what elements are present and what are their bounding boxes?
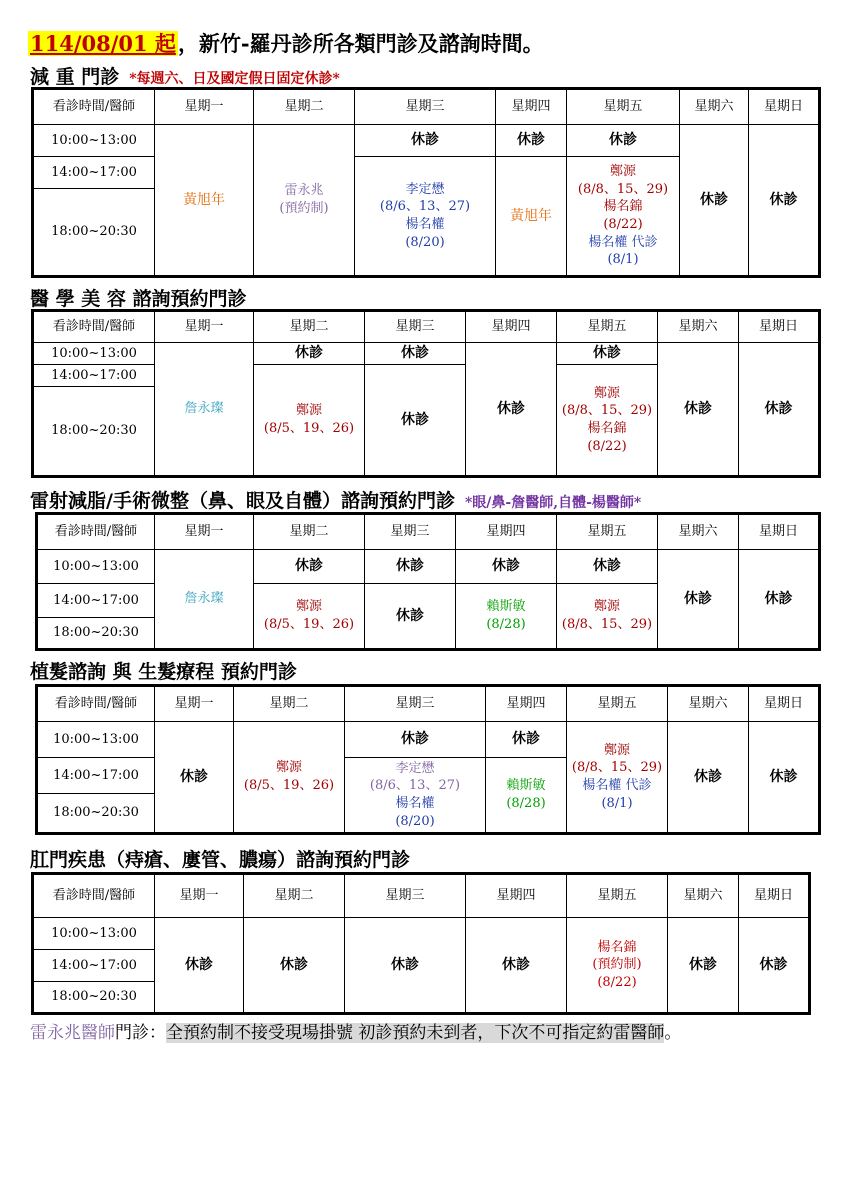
closed-cell: 休診: [496, 125, 567, 157]
header-sat: 星期六: [658, 514, 739, 550]
sun-closed: 休診: [739, 918, 810, 1014]
header-thu: 星期四: [466, 874, 567, 918]
footer-note: [30, 1018, 681, 1043]
section-aesthetics-title: 醫 學 美 容 諮詢預約門診: [30, 288, 247, 310]
time-slot: 10:00~13:00: [37, 550, 155, 584]
footer-policy: 全預約制不接受現場掛號 初診預約未到者，下次不可指定約雷醫師: [166, 1023, 665, 1043]
time-slot: 18:00~20:30: [33, 387, 155, 477]
header-thu: 星期四: [496, 89, 567, 125]
time-slot: 14:00~17:00: [33, 157, 155, 189]
sat-closed: 休診: [668, 918, 739, 1014]
header-mon: 星期一: [155, 89, 254, 125]
effective-date: 114/08/01 起: [30, 31, 176, 56]
closed-cell: 休診: [355, 125, 496, 157]
header-sun: 星期日: [749, 89, 820, 125]
mon-closed: 休診: [155, 918, 244, 1014]
header-corner: 看診時間/醫師: [33, 874, 155, 918]
fri-doctor: 鄭源 (8/8、15、29) 楊名錦 (8/22): [557, 365, 658, 477]
mon-doctor: 詹永璨: [155, 550, 254, 650]
aesthetics-schedule-table: [31, 309, 821, 478]
time-slot: 10:00~13:00: [33, 918, 155, 950]
time-slot: 14:00~17:00: [37, 758, 155, 794]
header-wed: 星期三: [345, 874, 466, 918]
thu-closed: 休診: [466, 343, 557, 477]
header-thu: 星期四: [486, 686, 567, 722]
page-title: [28, 28, 544, 58]
header-corner: 看診時間/醫師: [37, 686, 155, 722]
tue-doctor: 雷永兆 (預約制): [254, 125, 355, 277]
title-text: ，新竹-羅丹診所各類門診及諮詢時間。: [177, 31, 544, 56]
header-tue: 星期二: [234, 686, 345, 722]
tue-doctor: 鄭源 (8/5、19、26): [234, 722, 345, 834]
section-anal-title: 肛門疾患（痔瘡、廔管、膿瘍）諮詢預約門診: [30, 849, 411, 871]
sat-closed: 休診: [668, 722, 749, 834]
closed-cell: 休診: [486, 722, 567, 758]
thu-doctor: 賴斯敏 (8/28): [486, 758, 567, 834]
wed-closed: 休診: [365, 584, 456, 650]
time-slot: 18:00~20:30: [33, 189, 155, 277]
wed-closed: 休診: [365, 365, 466, 477]
header-tue: 星期二: [244, 874, 345, 918]
time-slot: 18:00~20:30: [33, 982, 155, 1014]
sat-closed: 休診: [658, 550, 739, 650]
header-sat: 星期六: [668, 686, 749, 722]
header-fri: 星期五: [567, 686, 668, 722]
sun-closed: 休診: [739, 550, 820, 650]
hair-schedule-table: [35, 684, 821, 835]
laser-schedule-table: [35, 512, 821, 651]
thu-doctor: 黃旭年: [496, 157, 567, 277]
header-fri: 星期五: [557, 514, 658, 550]
closed-cell: 休診: [557, 550, 658, 584]
sat-closed: 休診: [680, 125, 749, 277]
tue-doctor: 鄭源 (8/5、19、26): [254, 365, 365, 477]
section-weight-loss-note: *每週六、日及國定假日固定休診*: [129, 71, 340, 87]
closed-cell: 休診: [456, 550, 557, 584]
header-corner: 看診時間/醫師: [37, 514, 155, 550]
time-slot: 10:00~13:00: [33, 343, 155, 365]
mon-closed: 休診: [155, 722, 234, 834]
header-fri: 星期五: [567, 89, 680, 125]
header-wed: 星期三: [365, 311, 466, 343]
anal-schedule-table: [31, 872, 811, 1015]
header-sat: 星期六: [680, 89, 749, 125]
time-slot: 18:00~20:30: [37, 794, 155, 834]
closed-cell: 休診: [254, 343, 365, 365]
section-hair-title: 植髮諮詢 與 生髮療程 預約門診: [30, 661, 297, 683]
section-laser-note: *眼/鼻-詹醫師,自體-楊醫師*: [464, 495, 642, 511]
time-slot: 14:00~17:00: [33, 365, 155, 387]
header-thu: 星期四: [466, 311, 557, 343]
time-slot: 14:00~17:00: [37, 584, 155, 618]
tue-closed: 休診: [244, 918, 345, 1014]
header-sun: 星期日: [739, 874, 810, 918]
wed-doctor: 李定懋 (8/6、13、27) 楊名權 (8/20): [345, 758, 486, 834]
weight-loss-schedule-table: [31, 87, 821, 278]
header-thu: 星期四: [456, 514, 557, 550]
wed-doctor: 李定懋 (8/6、13、27) 楊名權 (8/20): [355, 157, 496, 277]
header-sat: 星期六: [658, 311, 739, 343]
closed-cell: 休診: [365, 550, 456, 584]
footer-doctor-name: 雷永兆醫師: [30, 1023, 115, 1043]
time-slot: 18:00~20:30: [37, 618, 155, 650]
time-slot: 14:00~17:00: [33, 950, 155, 982]
header-fri: 星期五: [557, 311, 658, 343]
header-fri: 星期五: [567, 874, 668, 918]
header-corner: 看診時間/醫師: [33, 311, 155, 343]
closed-cell: 休診: [567, 125, 680, 157]
sun-closed: 休診: [739, 343, 820, 477]
sun-closed: 休診: [749, 125, 820, 277]
closed-cell: 休診: [345, 722, 486, 758]
closed-cell: 休診: [254, 550, 365, 584]
header-mon: 星期一: [155, 514, 254, 550]
sun-closed: 休診: [749, 722, 820, 834]
thu-closed: 休診: [466, 918, 567, 1014]
header-mon: 星期一: [155, 686, 234, 722]
time-slot: 10:00~13:00: [33, 125, 155, 157]
fri-doctor: 鄭源 (8/8、15、29): [557, 584, 658, 650]
time-slot: 10:00~13:00: [37, 722, 155, 758]
footer-end: 。: [664, 1023, 682, 1043]
header-sat: 星期六: [668, 874, 739, 918]
header-tue: 星期二: [254, 514, 365, 550]
fri-doctor: 鄭源 (8/8、15、29) 楊名錦 (8/22) 楊名權 代診 (8/1): [567, 157, 680, 277]
header-mon: 星期一: [155, 874, 244, 918]
tue-doctor: 鄭源 (8/5、19、26): [254, 584, 365, 650]
thu-doctor: 賴斯敏 (8/28): [456, 584, 557, 650]
header-tue: 星期二: [254, 311, 365, 343]
header-sun: 星期日: [739, 311, 820, 343]
fri-doctor: 鄭源 (8/8、15、29) 楊名權 代診 (8/1): [567, 722, 668, 834]
mon-doctor: 詹永璨: [155, 343, 254, 477]
header-wed: 星期三: [355, 89, 496, 125]
header-sun: 星期日: [739, 514, 820, 550]
closed-cell: 休診: [557, 343, 658, 365]
section-laser-title: 雷射減脂/手術微整（鼻、眼及自體）諮詢預約門診 *眼/鼻-詹醫師,自體-楊醫師*: [30, 490, 642, 512]
fri-doctor: 楊名錦 (預約制) (8/22): [567, 918, 668, 1014]
header-wed: 星期三: [365, 514, 456, 550]
header-sun: 星期日: [749, 686, 820, 722]
header-corner: 看診時間/醫師: [33, 89, 155, 125]
section-weight-loss-title: 減 重 門診 *每週六、日及國定假日固定休診*: [30, 66, 340, 88]
mon-doctor: 黃旭年: [155, 125, 254, 277]
sat-closed: 休診: [658, 343, 739, 477]
header-wed: 星期三: [345, 686, 486, 722]
closed-cell: 休診: [365, 343, 466, 365]
header-mon: 星期一: [155, 311, 254, 343]
footer-suffix: 門診：: [115, 1023, 166, 1043]
header-tue: 星期二: [254, 89, 355, 125]
wed-closed: 休診: [345, 918, 466, 1014]
